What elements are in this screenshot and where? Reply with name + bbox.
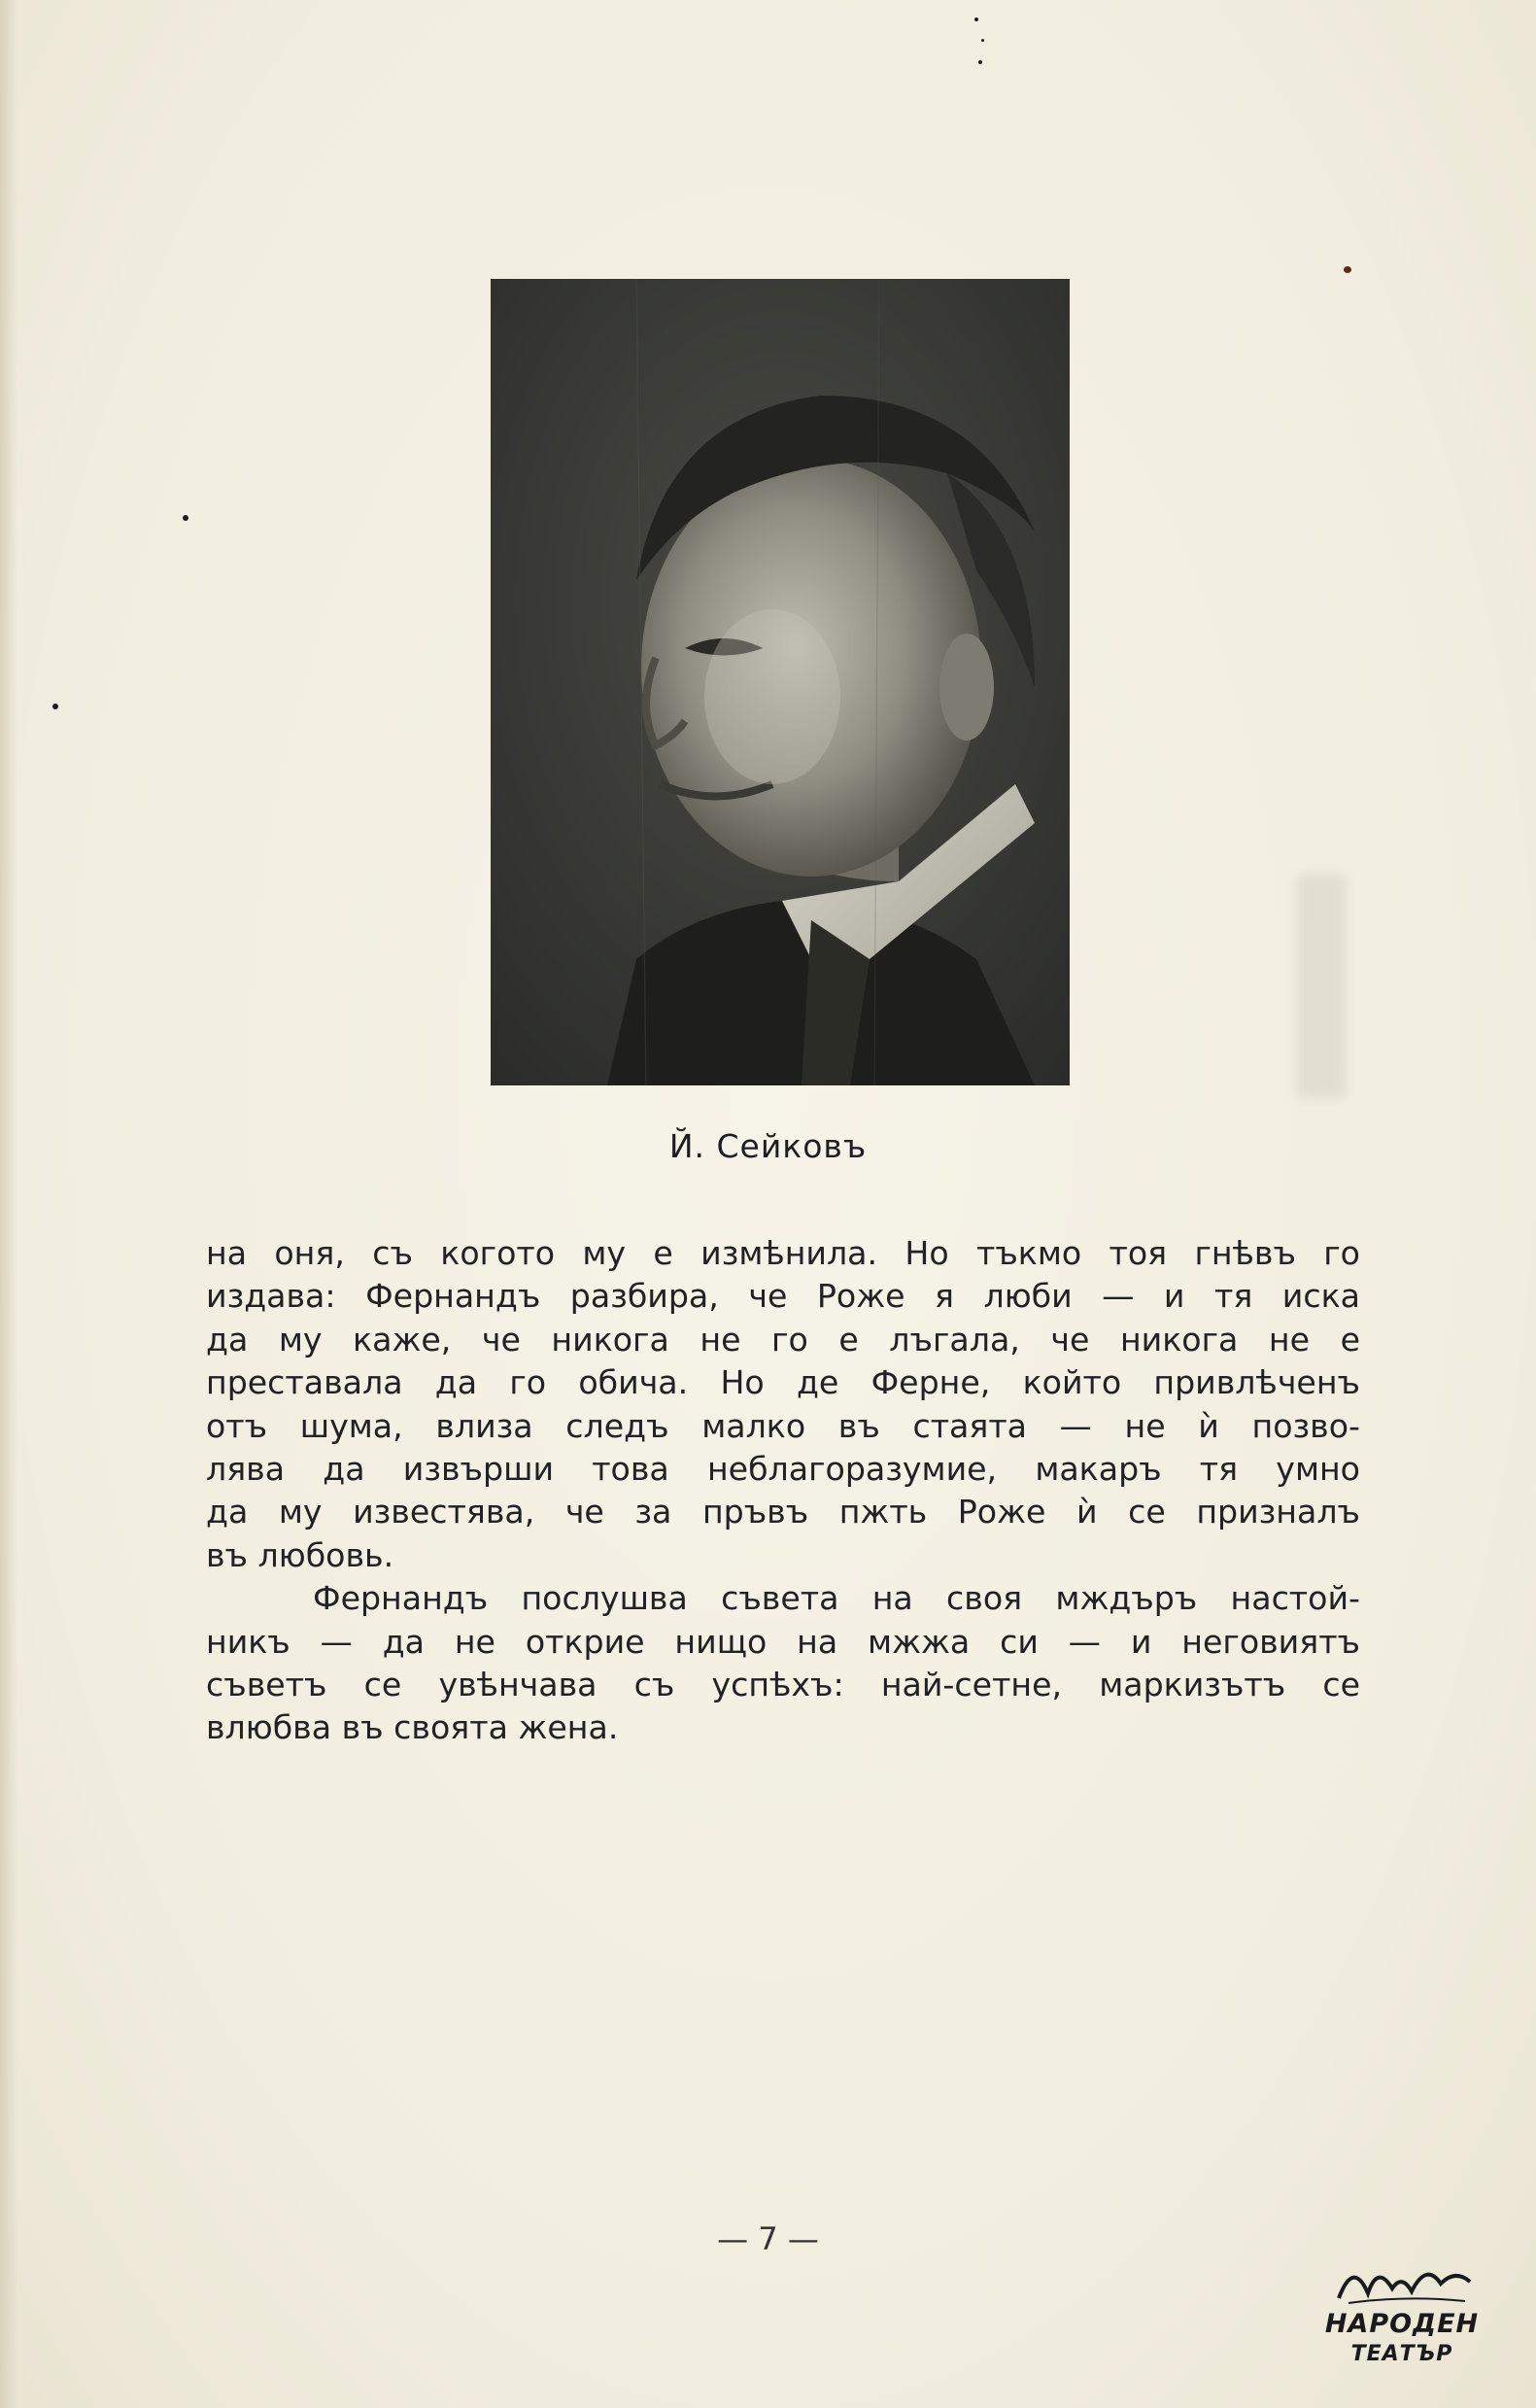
text-line: съветъ се увѣнчава съ успѣхъ: най-сетне, маркизътъ се: [206, 1666, 1360, 1704]
ink-speck: [981, 39, 984, 42]
portrait-caption: Й. Сейковъ: [668, 1127, 868, 1165]
text-line: лява да извърши това неблагоразумие, макаръ тя умно: [206, 1450, 1360, 1489]
text-line: влюбва въ своята жена.: [206, 1708, 619, 1747]
body-text: [206, 1232, 1360, 1750]
text-line: Фернандъ послушва съвета на своя мждъръ настой-: [313, 1579, 1360, 1618]
paper-stain: [1297, 875, 1346, 1098]
page-number: — 7 —: [717, 2220, 819, 2257]
page-fold-shadow: [0, 0, 17, 2408]
portrait-image: [491, 279, 1070, 1085]
text-line: издава: Фернандъ разбира, че Роже я люби — и тя иска: [206, 1277, 1360, 1316]
ink-speck: [183, 515, 188, 521]
ink-speck: [52, 704, 58, 709]
stamp-line-2: ТЕАТЪР: [1350, 2342, 1453, 2366]
text-line: отъ шума, влиза следъ малко въ стаята — не ѝ позво-: [206, 1406, 1360, 1445]
theatre-stamp: [1319, 2254, 1485, 2381]
stamp-line-1: НАРОДЕН: [1324, 2309, 1480, 2339]
text-line: преставала да го обича. Но де Ферне, който привлѣченъ: [206, 1363, 1360, 1402]
ink-speck: [978, 60, 982, 64]
ink-speck: [1344, 266, 1351, 273]
ink-speck: [974, 17, 978, 21]
text-line: да му каже, че никога не го е лъгала, че никога не е: [206, 1320, 1360, 1359]
portrait-photo: [491, 279, 1070, 1085]
text-line: на оня, съ когото му е измѣнила. Но тъкмо тоя гнѣвъ го: [206, 1234, 1360, 1272]
text-line: да му известява, че за пръвъ пжть Роже ѝ се призналъ: [206, 1493, 1360, 1531]
text-line: никъ — да не открие нищо на мжжа си — и неговиятъ: [206, 1622, 1360, 1661]
text-line: въ любовь.: [206, 1535, 394, 1574]
signature-icon: [1319, 2254, 1485, 2313]
